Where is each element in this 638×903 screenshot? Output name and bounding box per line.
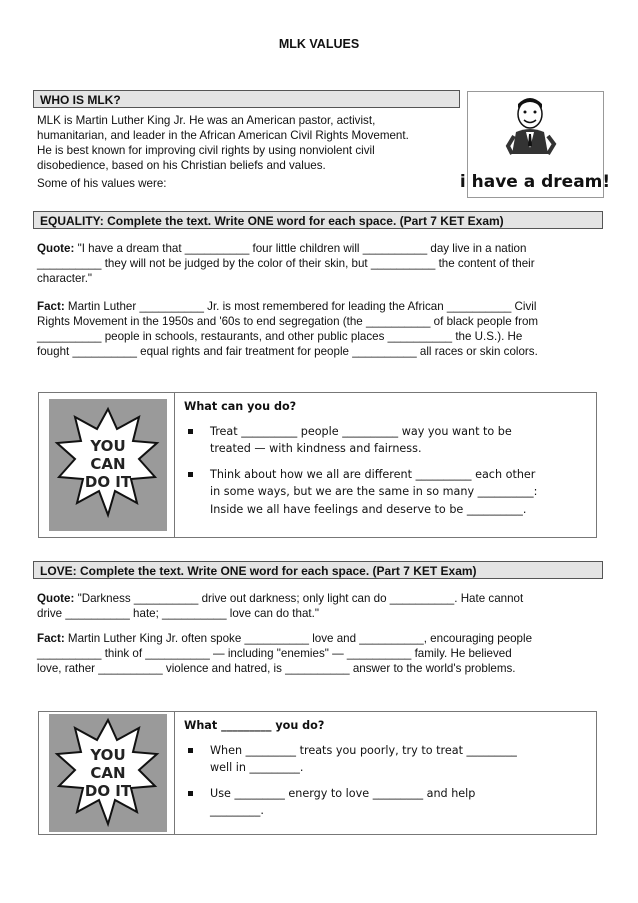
quote-line: __________ they will not be judged by the color of their skin, but __________ the content of their [37,257,535,270]
who-line: MLK is Martin Luther King Jr. He was an American pastor, activist, [37,114,376,127]
fact-line: love, rather __________ violence and hatred, is __________ answer to the world's problems. [37,662,516,675]
action-line: well in _________. [210,761,304,774]
badge-word: YOU [90,437,126,455]
action-line: treated — with kindness and fairness. [210,442,422,455]
action-line: Treat __________ people __________ way you want to be [210,424,512,438]
action-line: Inside we all have feelings and deserve to be __________. [210,502,527,516]
mlk-illustration [459,91,611,198]
who-line: humanitarian, and leader in the African American Civil Rights Movement. [37,129,409,142]
quote-label: Quote: [37,592,75,605]
who-line: He is best known for improving civil rights by using nonviolent civil [37,144,375,157]
you-can-do-it-badge [49,399,167,536]
fact-label: Fact: [37,632,65,645]
fact-line: Martin Luther __________ Jr. is most remembered for leading the African __________ Civil [64,300,537,313]
action-line: _________. [210,804,264,817]
equality-action-content [184,398,589,526]
you-can-do-it-badge [49,714,167,837]
action-list [184,742,589,820]
bullet-icon [188,429,193,434]
quote-line: "I have a dream that __________ four little children will __________ day live in a nation [74,242,527,255]
you-can-do-it-icon [49,399,167,531]
quote-label: Quote: [37,242,75,255]
some-values-text: Some of his values were: [37,177,167,190]
fact-label: Fact: [37,300,65,313]
fact-line: __________ think of __________ — including "enemies" — __________ family. He believed [37,647,512,660]
badge-word: YOU [90,746,126,764]
bullet-icon [188,748,193,753]
badge-word: CAN [90,764,126,782]
bullet-icon [188,791,193,796]
quote-line: character." [37,272,93,285]
fact-line: Martin Luther King Jr. often spoke __________ love and __________, encouraging people [64,632,533,645]
action-line: Think about how we all are different __________ each other [210,467,536,481]
action-line: in some ways, but we are the same in so many __________: [210,485,538,498]
who-heading: WHO IS MLK? [33,90,460,108]
quote-line: drive __________ hate; __________ love can do that." [37,607,319,620]
page-title: MLK VALUES [278,37,360,51]
box-heading: What can you do? [184,400,297,413]
who-line: disobedience, based on his Christian beliefs and values. [37,159,326,172]
box-divider [174,393,175,537]
love-action-box [38,711,597,835]
badge-word: DO IT [84,473,132,491]
action-item [184,742,589,777]
bullet-icon [188,472,193,477]
action-item [184,785,589,820]
equality-fact [37,299,607,359]
badge-word: DO IT [84,782,132,800]
equality-heading: EQUALITY: Complete the text. Write ONE word for each space. (Part 7 KET Exam) [33,211,603,229]
who-paragraph [37,113,462,191]
action-list [184,423,589,519]
love-action-content [184,717,589,828]
action-line: Use _________ energy to love _________ and help [210,786,476,800]
fact-line: __________ people in schools, restaurants, and other public places __________ the U.S.). He [37,330,523,343]
badge-word: CAN [90,455,126,473]
equality-quote [37,241,607,286]
fact-line: Rights Movement in the 1950s and '60s to end segregation (the __________ of black people from [37,315,539,328]
mlk-image-caption: i have a dream! [459,172,611,192]
action-item [184,466,589,519]
mlk-cartoon-icon [459,92,611,197]
box-divider [174,712,175,834]
love-fact [37,631,607,676]
quote-line: "Darkness __________ drive out darkness; only light can do __________. Hate cannot [74,592,524,605]
fact-line: fought __________ equal rights and fair treatment for people __________ all races or skin colors. [37,345,538,358]
love-heading: LOVE: Complete the text. Write ONE word for each space. (Part 7 KET Exam) [33,561,603,579]
action-line: When _________ treats you poorly, try to treat _________ [210,743,517,757]
you-can-do-it-icon [49,714,167,832]
action-item [184,423,589,458]
equality-action-box [38,392,597,538]
love-quote [37,591,607,621]
box-heading: What _________ you do? [184,719,325,732]
